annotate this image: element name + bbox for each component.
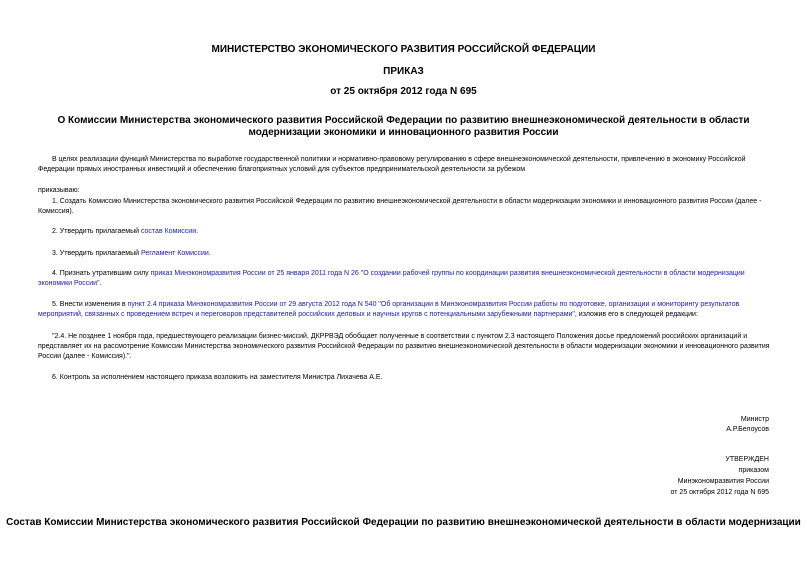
approval-line-4: от 25 октября 2012 года N 695 xyxy=(670,489,769,496)
order-word: приказываю: xyxy=(38,187,80,194)
date-number-heading: от 25 октября 2012 года N 695 xyxy=(330,86,477,97)
regulation-link[interactable]: Регламент Комиссии xyxy=(140,250,209,257)
order-26-link[interactable]: приказ Минэкономразвития России от 25 января 2011 года N 26 "О создании рабочей группы по координации развития внешнеэкономической деятельности в области модернизации экономики России" xyxy=(38,270,745,287)
item-3-paragraph xyxy=(38,249,770,259)
item-4-paragraph xyxy=(38,269,770,289)
quote-paragraph: "2.4. Не позднее 1 ноября года, предшествующего реализации бизнес-миссий, ДКРРВЭД обобщает полученные в соответствии с пунктом 2.3 настоящего Положения досье предложений российских организаций и представляет их на рассмотрение Комиссии Министерства экономического развития Российской Федерации по развитию внешнеэкономической деятельности в области модернизации экономики и инновационного развития России (далее - Комиссия).". xyxy=(38,333,770,360)
doc-type-heading: ПРИКАЗ xyxy=(383,66,424,77)
order-540-link[interactable]: пункт 2.4 приказа Минэкономразвития России от 29 августа 2012 года N 540 "Об организации в Минэкономразвития России работы по подготовке, организации и мониторингу результатов мероприятий, связанных с проведением встреч и переговоров представителей российских деловых и научных кругов с потенциальными зарубежными партнерами" xyxy=(38,301,740,318)
signature-name: А.Р.Белоусов xyxy=(726,426,769,433)
item-5-suffix: , изложив его в следующей редакции: xyxy=(574,311,698,318)
item-3-prefix: 3. Утвердить прилагаемый xyxy=(52,250,141,257)
ministry-heading: МИНИСТЕРСТВО ЭКОНОМИЧЕСКОГО РАЗВИТИЯ РОССИЙСКОЙ ФЕДЕРАЦИИ xyxy=(211,44,596,55)
approval-line-1: УТВЕРЖДЕН xyxy=(725,456,769,463)
approval-line-2: приказом xyxy=(738,467,769,474)
item-5-paragraph xyxy=(38,300,770,320)
composition-link[interactable]: состав Комиссии xyxy=(140,228,197,235)
item-4-suffix: . xyxy=(99,280,102,287)
item-2-prefix: 2. Утвердить прилагаемый xyxy=(52,228,141,235)
preamble-paragraph: В целях реализации функций Министерства по выработке государственной политики и нормативно-правовому регулированию в сфере внешнеэкономической деятельности, привлечению в экономику Российской Федерации прямых иностранных инвестиций и обеспечению благоприятных условий для субъектов предпринимательской деятельности за рубежом xyxy=(38,156,746,173)
item-6-paragraph: 6. Контроль за исполнением настоящего приказа возложить на заместителя Министра Лихачева А.Е. xyxy=(52,374,383,381)
item-5-prefix: 5. Внести изменения в xyxy=(52,301,128,308)
item-4-prefix: 4. Признать утратившим силу xyxy=(52,270,151,277)
approval-line-3: Минэкономразвития России xyxy=(677,478,769,485)
item-2-paragraph xyxy=(38,227,770,237)
signature-position: Министр xyxy=(740,416,769,423)
document-title: О Комиссии Министерства экономического развития Российской Федерации по развитию внешнеэкономической деятельности в области модернизации экономики и инновационного развития России xyxy=(57,115,750,138)
item-3-suffix: . xyxy=(208,250,211,257)
composition-title: Состав Комиссии Министерства экономического развития Российской Федерации по развитию внешнеэкономической деятельности в области модернизации xyxy=(6,517,801,528)
item-1-paragraph: 1. Создать Комиссию Министерства экономического развития Российской Федерации по развитию внешнеэкономической деятельности в области модернизации экономики и инновационного развития России (далее - Комиссия). xyxy=(38,198,762,215)
item-2-suffix: . xyxy=(196,228,199,235)
